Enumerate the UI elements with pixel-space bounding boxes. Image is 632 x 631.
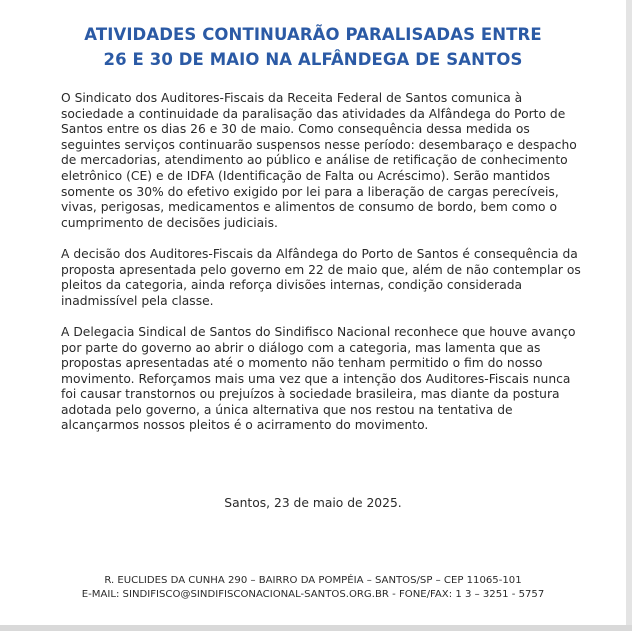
title-line-1: ATIVIDADES CONTINUARÃO PARALISADAS ENTRE xyxy=(84,25,542,44)
place-and-date: Santos, 23 de maio de 2025. xyxy=(224,496,402,510)
footer-address: R. EUCLIDES DA CUNHA 290 – BAIRRO DA POMPÉIA – SANTOS/SP – CEP 11065-101 xyxy=(104,575,522,586)
page-bottom-edge xyxy=(0,625,632,631)
title-line-2: 26 E 30 DE MAIO NA ALFÂNDEGA DE SANTOS xyxy=(103,50,523,69)
paragraph-3: A Delegacia Sindical de Santos do Sindifisco Nacional reconhece que houve avanço por parte do governo ao abrir o diálogo com a categoria, mas lamenta que as propostas apresentadas até o momento não tenham permitido o fim do nosso movimento. Reforçamos mais uma vez que a intenção dos Auditores-Fiscais nunca foi causar transtornos ou prejuízos à sociedade brasileira, mas diante da postura adotada pelo governo, a única alternativa que nos restou na tentativa de alcançarmos nossos pleitos é o acirramento do movimento. xyxy=(61,324,576,433)
footer xyxy=(0,574,626,601)
paragraph-1: O Sindicato dos Auditores-Fiscais da Receita Federal de Santos comunica à sociedade a continuidade da paralisação das atividades da Alfândega do Porto de Santos entre os dias 26 e 30 de maio. Como consequência dessa medida os seguintes serviços continuarão suspensos nesse período: desembaraço e despacho de mercadorias, atendimento ao público e análise de retificação de conhecimento eletrônico (CE) e de IDFA (Identificação de Falta ou Acréscimo). Serão mantidos somente os 30% do efetivo exigido por lei para a liberação de cargas perecíveis, vivas, perigosas, medicamentos e alimentos de consumo de bordo, bem como o cumprimento de decisões judiciais. xyxy=(61,91,577,230)
page-title xyxy=(0,22,626,72)
document-body xyxy=(61,91,581,450)
footer-contact: E-MAIL: SINDIFISCO@SINDIFISCONACIONAL-SANTOS.ORG.BR - FONE/FAX: 1 3 – 3251 - 5757 xyxy=(81,588,545,600)
paragraph-2: A decisão dos Auditores-Fiscais da Alfândega do Porto de Santos é consequência da proposta apresentada pelo governo em 22 de maio que, além de não contemplar os pleitos da categoria, ainda reforça divisões internas, condição considerada inadmissível pela classe. xyxy=(61,246,581,308)
